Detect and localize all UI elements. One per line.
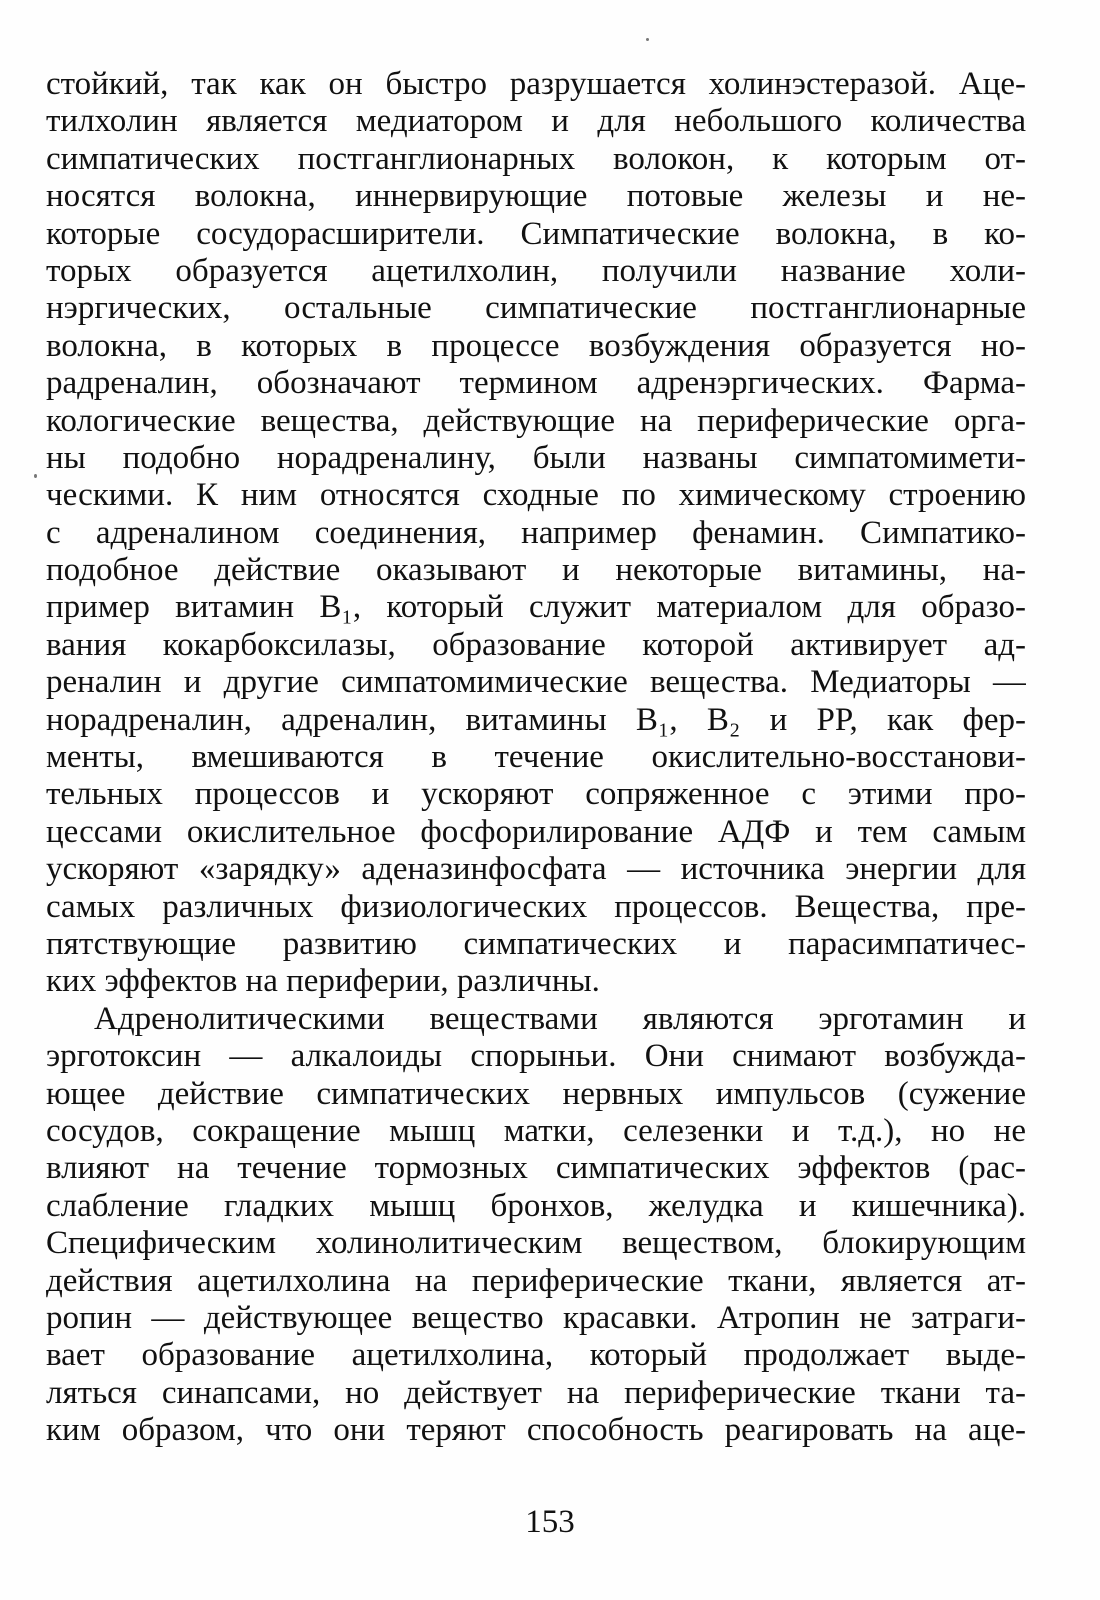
text-line: вания кокарбоксилазы, образование которой активирует ад- <box>46 626 1026 663</box>
text-line: ляться синапсами, но действует на периферические ткани та- <box>46 1374 1026 1411</box>
text-line: тилхолин является медиатором и для небольшого количества <box>46 103 1026 140</box>
text-line: радреналин, обозначают термином адренэргических. Фарма- <box>46 365 1026 402</box>
text-line: менты, вмешиваются в течение окислительно-восстанови- <box>46 739 1026 776</box>
text-line: стойкий, так как он быстро разрушается холинэстеразой. Аце- <box>46 66 1026 102</box>
text-line: ющее действие симпатических нервных импульсов (сужение <box>46 1075 1026 1112</box>
text-line: ческими. К ним относятся сходные по химическому строению <box>46 477 1026 514</box>
text-line: норадреналин, адреналин, витамины B₁, B₂ и PP, как фер- <box>46 701 1026 738</box>
text-line: пятствующие развитию симпатических и парасимпатичес- <box>46 925 1026 962</box>
text-line: с адреналином соединения, например фенамин. Симпатико- <box>46 514 1026 551</box>
text-line: торых образуется ацетилхолин, получили название холи- <box>46 252 1026 289</box>
text-line: нэргических, остальные симпатические постганглионарные <box>46 290 1026 327</box>
page-number: 153 <box>525 1504 575 1540</box>
text-line: симпатических постганглионарных волокон, к которым от- <box>46 140 1026 177</box>
paragraph-1 <box>46 66 1026 1001</box>
text-line: цессами окислительное фосфорилирование АДФ и тем самым <box>46 813 1026 850</box>
text-line: ких эффектов на периферии, различны. <box>46 963 600 1000</box>
text-line: ропин — действующее вещество красавки. Атропин не затраги- <box>46 1299 1026 1336</box>
text-line: эрготоксин — алкалоиды спорыньи. Они снимают возбужда- <box>46 1038 1026 1075</box>
text-line: реналин и другие симпатомимические вещества. Медиаторы — <box>46 664 1026 701</box>
text-line: ким образом, что они теряют способность реагировать на аце- <box>46 1412 1026 1449</box>
text-line: ускоряют «зарядку» аденазинфосфата — источника энергии для <box>46 851 1026 888</box>
paragraph-2 <box>46 1001 1026 1450</box>
text-line: Специфическим холинолитическим веществом, блокирующим <box>46 1225 1026 1262</box>
text-line: сосудов, сокращение мышц матки, селезенки и т.д.), но не <box>46 1112 1026 1149</box>
text-line: которые сосудорасширители. Симпатические волокна, в ко- <box>46 215 1026 252</box>
text-line: тельных процессов и ускоряют сопряженное с этими про- <box>46 776 1026 813</box>
text-line: волокна, в которых в процессе возбуждения образуется но- <box>46 327 1026 364</box>
text-line: действия ацетилхолина на периферические ткани, является ат- <box>46 1262 1026 1299</box>
text-line: влияют на течение тормозных симпатических эффектов (рас- <box>46 1150 1026 1187</box>
text-line: пример витамин B₁, который служит материалом для образо- <box>46 589 1026 626</box>
text-line: вает образование ацетилхолина, который продолжает выде- <box>46 1337 1026 1374</box>
text-line: слабление гладких мышц бронхов, желудка и кишечника). <box>46 1187 1026 1224</box>
print-speck <box>34 474 37 478</box>
text-line: носятся волокна, иннервирующие потовые железы и не- <box>46 178 1026 215</box>
text-line: самых различных физиологических процессов. Вещества, пре- <box>46 888 1026 925</box>
text-line: кологические вещества, действующие на периферические орга- <box>46 402 1026 439</box>
text-line: Адренолитическими веществами являются эрготамин и <box>94 1000 1026 1037</box>
body-text <box>46 66 1026 1449</box>
print-speck <box>646 38 649 41</box>
text-line: ны подобно норадреналину, были названы симпатомимети- <box>46 439 1026 476</box>
text-line: подобное действие оказывают и некоторые витамины, на- <box>46 552 1026 589</box>
